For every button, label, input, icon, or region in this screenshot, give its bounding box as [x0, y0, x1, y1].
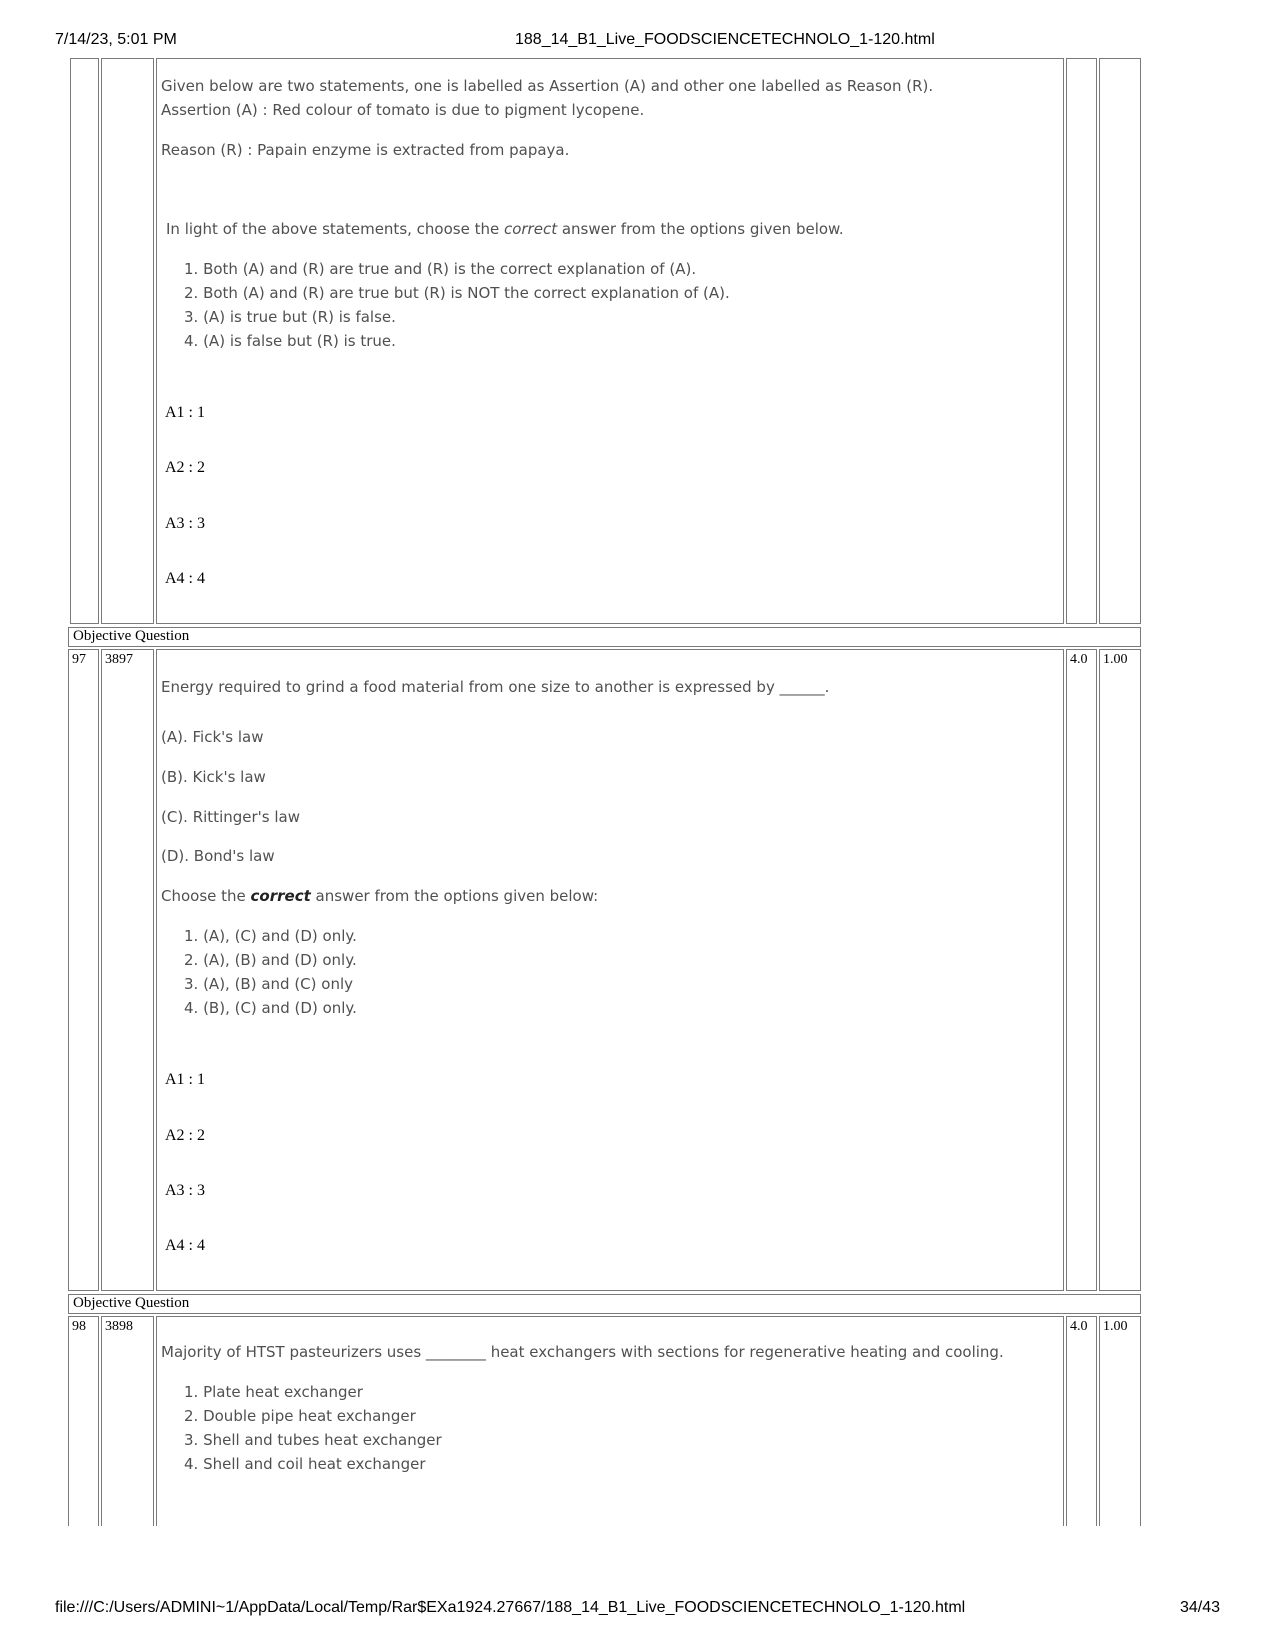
- q98-number: 98: [68, 1316, 99, 1526]
- q97-answer-4: A4 : 4: [165, 1237, 205, 1254]
- q98-stem: Majority of HTST pasteurizers uses ________ heat exchangers with sections for regenerative heating and cooling.: [161, 1343, 1004, 1361]
- q97-prompt: Choose the correct answer from the options given below:: [161, 887, 599, 905]
- q96-answer-2: A2 : 2: [165, 459, 205, 476]
- q98-option-2: 2. Double pipe heat exchanger: [184, 1407, 416, 1425]
- q97-id: 3897: [101, 649, 154, 1291]
- q97-marks: 4.0: [1066, 649, 1097, 1291]
- page-number: 34/43: [1180, 1599, 1221, 1616]
- q97-stem: Energy required to grind a food material from one size to another is expressed by ______.: [161, 678, 830, 696]
- q97-negative: 1.00: [1099, 649, 1141, 1291]
- q96-reason: Reason (R) : Papain enzyme is extracted from papaya.: [161, 141, 570, 159]
- q97-type-row: [68, 627, 1141, 647]
- q98-option-1: 1. Plate heat exchanger: [184, 1383, 363, 1401]
- q98-type-label: Objective Question: [73, 1295, 190, 1311]
- q96-intro: Given below are two statements, one is labelled as Assertion (A) and other one labelled as Reason (R).: [161, 77, 934, 95]
- q96-answer-4: A4 : 4: [165, 570, 205, 587]
- q96-col-number: [70, 58, 99, 624]
- q96-option-3: 3. (A) is true but (R) is false.: [184, 308, 396, 326]
- q97-answer-2: A2 : 2: [165, 1127, 205, 1144]
- q98-negative: 1.00: [1099, 1316, 1141, 1526]
- q96-col-negative: [1099, 58, 1141, 624]
- q97-answer-1: A1 : 1: [165, 1071, 205, 1088]
- print-title: 188_14_B1_Live_FOODSCIENCETECHNOLO_1-120.html: [515, 31, 935, 48]
- q96-option-1: 1. Both (A) and (R) are true and (R) is the correct explanation of (A).: [184, 260, 697, 278]
- q97-choice-d: (D). Bond's law: [161, 847, 275, 865]
- q97-option-2: 2. (A), (B) and (D) only.: [184, 951, 357, 969]
- q97-content-cell: [156, 649, 1064, 1291]
- q97-number: 97: [68, 649, 99, 1291]
- q97-option-4: 4. (B), (C) and (D) only.: [184, 999, 357, 1017]
- q97-choice-a: (A). Fick's law: [161, 728, 264, 746]
- q96-option-2: 2. Both (A) and (R) are true but (R) is NOT the correct explanation of (A).: [184, 284, 730, 302]
- q97-choice-b: (B). Kick's law: [161, 768, 266, 786]
- q98-option-3: 3. Shell and tubes heat exchanger: [184, 1431, 442, 1449]
- q97-choice-c: (C). Rittinger's law: [161, 808, 300, 826]
- q96-prompt: In light of the above statements, choose the correct answer from the options given below.: [166, 220, 844, 238]
- q98-type-row: [68, 1294, 1141, 1314]
- q96-answer-3: A3 : 3: [165, 515, 205, 532]
- q97-option-3: 3. (A), (B) and (C) only: [184, 975, 354, 993]
- q96-assertion: Assertion (A) : Red colour of tomato is due to pigment lycopene.: [161, 101, 645, 119]
- q96-col-marks: [1066, 58, 1097, 624]
- q97-type-label: Objective Question: [73, 628, 190, 644]
- q96-col-id: [101, 58, 154, 624]
- q98-id: 3898: [101, 1316, 154, 1526]
- print-datetime: 7/14/23, 5:01 PM: [55, 31, 177, 48]
- q96-answer-1: A1 : 1: [165, 404, 205, 421]
- q97-answer-3: A3 : 3: [165, 1182, 205, 1199]
- q97-option-1: 1. (A), (C) and (D) only.: [184, 927, 357, 945]
- q98-marks: 4.0: [1066, 1316, 1097, 1526]
- q98-option-4: 4. Shell and coil heat exchanger: [184, 1455, 426, 1473]
- q96-option-4: 4. (A) is false but (R) is true.: [184, 332, 396, 350]
- print-file-path: file:///C:/Users/ADMINI~1/AppData/Local/Temp/Rar$EXa1924.27667/188_14_B1_Live_FOODSCIENCETECHNOLO_1-120.html: [55, 1599, 966, 1616]
